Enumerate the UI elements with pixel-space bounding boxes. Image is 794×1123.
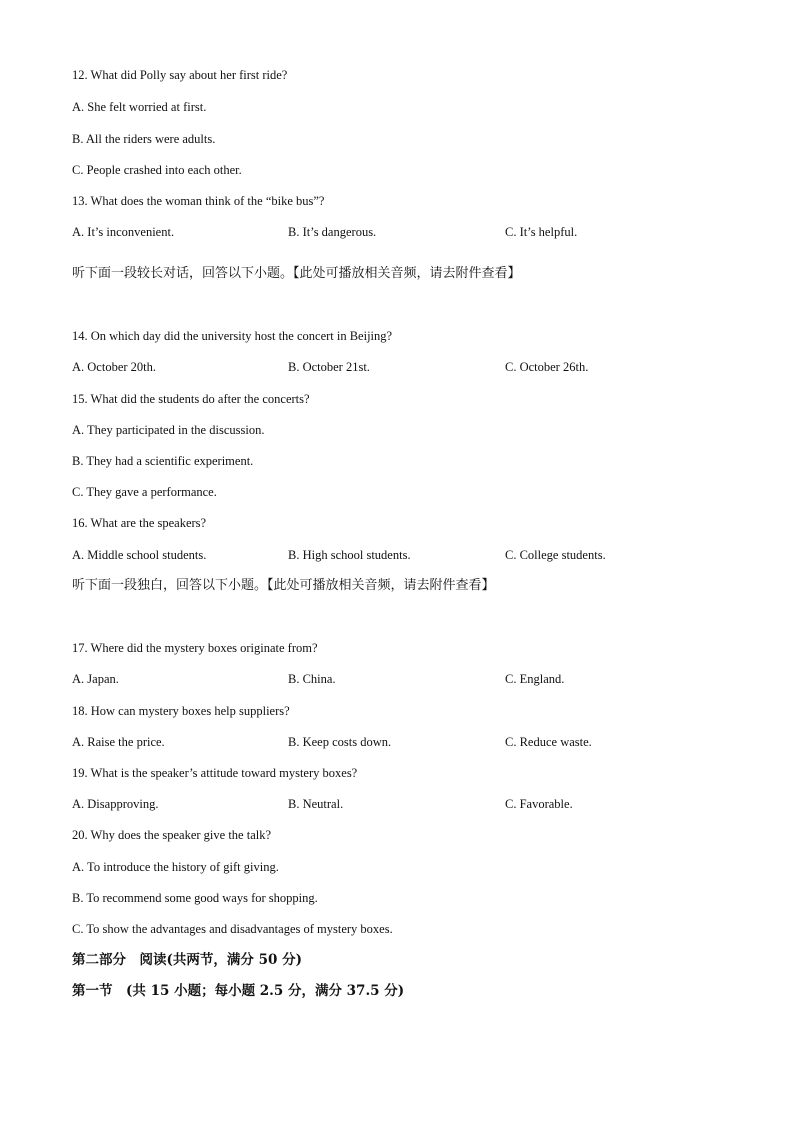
question-16-options — [72, 547, 732, 563]
question-20-option-b: B. To recommend some good ways for shopping. — [72, 891, 318, 905]
question-20-prompt: 20. Why does the speaker give the talk? — [72, 828, 272, 842]
part-two-heading: 第二部分 阅读(共两节，满分 50 分) — [72, 952, 302, 968]
audio-note-monologue: 听下面一段独白，回答以下小题。【此处可播放相关音频，请去附件查看】 — [72, 578, 495, 593]
question-14-option-b: B. October 21st. — [288, 360, 370, 374]
question-18-option-c: C. Reduce waste. — [505, 735, 592, 749]
question-12-prompt: 12. What did Polly say about her first ride? — [72, 68, 288, 82]
question-13-option-a: A. It’s inconvenient. — [72, 225, 175, 239]
question-18-option-a: A. Raise the price. — [72, 735, 165, 749]
question-18-options — [72, 734, 732, 750]
question-15-option-a: A. They participated in the discussion. — [72, 423, 265, 437]
question-15-option-b: B. They had a scientific experiment. — [72, 454, 254, 468]
question-17-option-b: B. China. — [288, 672, 336, 686]
question-14-option-c: C. October 26th. — [505, 360, 589, 374]
question-13-option-c: C. It’s helpful. — [505, 225, 578, 239]
section-one-heading: 第一节 (共 15 小题；每小题 2.5 分，满分 37.5 分) — [72, 983, 405, 999]
audio-note-long-dialogue: 听下面一段较长对话，回答以下小题。【此处可播放相关音频，请去附件查看】 — [72, 266, 521, 281]
question-16-option-c: C. College students. — [505, 548, 606, 562]
question-19-prompt: 19. What is the speaker’s attitude toward mystery boxes? — [72, 766, 358, 780]
question-12-option-a: A. She felt worried at first. — [72, 100, 207, 114]
question-17-prompt: 17. Where did the mystery boxes originate from? — [72, 641, 318, 655]
question-16-option-b: B. High school students. — [288, 548, 411, 562]
question-16-prompt: 16. What are the speakers? — [72, 516, 207, 530]
question-17-option-a: A. Japan. — [72, 672, 119, 686]
question-13-prompt: 13. What does the woman think of the “bike bus”? — [72, 194, 325, 208]
question-16-option-a: A. Middle school students. — [72, 548, 207, 562]
question-12-option-b: B. All the riders were adults. — [72, 132, 216, 146]
question-12-option-c: C. People crashed into each other. — [72, 163, 242, 177]
question-19-option-c: C. Favorable. — [505, 797, 573, 811]
question-20-option-c: C. To show the advantages and disadvantages of mystery boxes. — [72, 922, 393, 936]
question-15-prompt: 15. What did the students do after the concerts? — [72, 392, 310, 406]
question-13-option-b: B. It’s dangerous. — [288, 225, 377, 239]
question-13-options — [72, 224, 732, 240]
question-17-option-c: C. England. — [505, 672, 565, 686]
question-19-options — [72, 796, 732, 812]
question-14-options — [72, 359, 732, 375]
question-17-options — [72, 671, 732, 687]
question-19-option-b: B. Neutral. — [288, 797, 344, 811]
question-18-option-b: B. Keep costs down. — [288, 735, 392, 749]
question-14-option-a: A. October 20th. — [72, 360, 157, 374]
question-14-prompt: 14. On which day did the university host the concert in Beijing? — [72, 329, 393, 343]
question-20-option-a: A. To introduce the history of gift giving. — [72, 860, 279, 874]
question-19-option-a: A. Disapproving. — [72, 797, 159, 811]
question-18-prompt: 18. How can mystery boxes help suppliers? — [72, 704, 290, 718]
question-15-option-c: C. They gave a performance. — [72, 485, 217, 499]
